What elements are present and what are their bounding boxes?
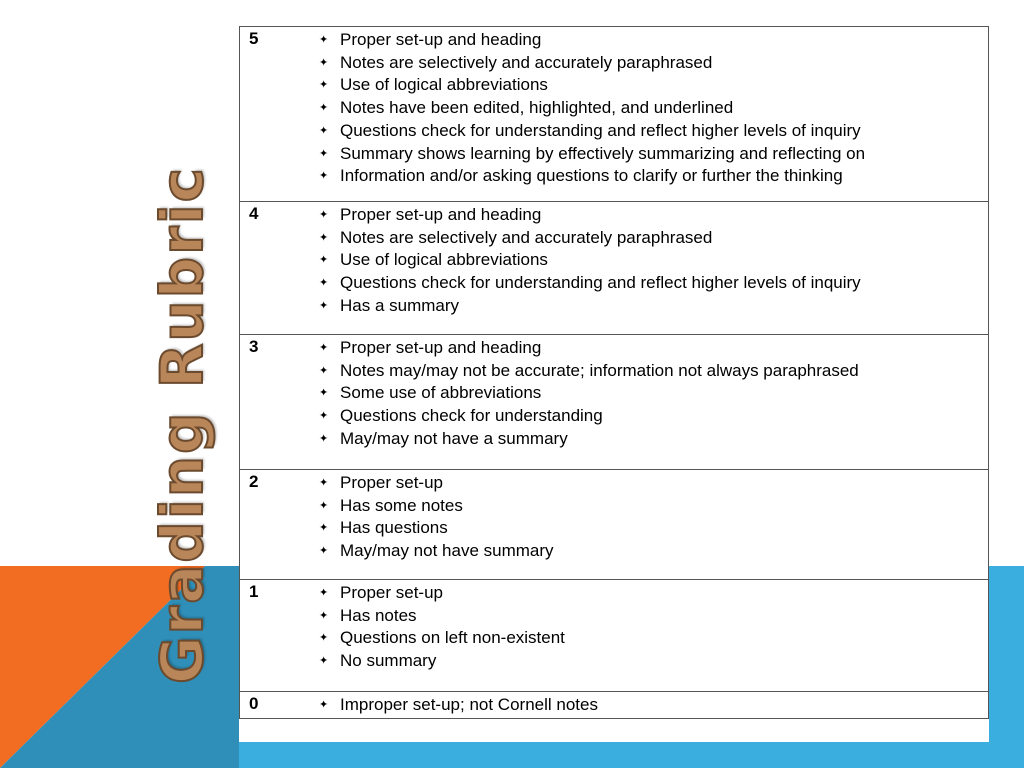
- criteria-item: ✦ Questions on left non-existent: [317, 627, 988, 650]
- criteria-item: ✦ Proper set-up and heading: [317, 29, 988, 52]
- diamond-bullet-icon: ✦: [319, 102, 329, 115]
- criteria-item: ✦ Has questions: [317, 517, 988, 540]
- diamond-bullet-icon: ✦: [319, 231, 329, 244]
- rubric-table: [239, 26, 989, 719]
- rubric-row-5: [240, 27, 989, 202]
- score-cell: 5: [240, 27, 302, 202]
- criteria-item: ✦ Has a summary: [317, 295, 988, 318]
- rubric-row-2: [240, 470, 989, 580]
- criteria-item: ✦ Notes are selectively and accurately paraphrased: [317, 52, 988, 75]
- score-cell: 2: [240, 470, 302, 580]
- criteria-item: ✦ Questions check for understanding and reflect higher levels of inquiry: [317, 120, 988, 143]
- diamond-bullet-icon: ✦: [319, 79, 329, 92]
- diamond-bullet-icon: ✦: [319, 699, 329, 711]
- criteria-cell: [301, 335, 989, 470]
- diamond-bullet-icon: ✦: [319, 209, 329, 221]
- diamond-bullet-icon: ✦: [319, 587, 329, 599]
- diamond-bullet-icon: ✦: [319, 522, 329, 535]
- score-cell: 0: [240, 692, 302, 719]
- diamond-bullet-icon: ✦: [319, 387, 329, 400]
- criteria-item: ✦ Improper set-up; not Cornell notes: [317, 694, 988, 717]
- rubric-row-4: [240, 202, 989, 335]
- diamond-bullet-icon: ✦: [319, 56, 329, 69]
- criteria-item: ✦ Has some notes: [317, 495, 988, 518]
- criteria-item: ✦ Notes are selectively and accurately paraphrased: [317, 227, 988, 250]
- criteria-item: ✦ Proper set-up: [317, 582, 988, 605]
- rubric-row-1: [240, 580, 989, 692]
- criteria-item: ✦ May/may not have a summary: [317, 428, 988, 451]
- score-cell: 1: [240, 580, 302, 692]
- criteria-item: ✦ Use of logical abbreviations: [317, 74, 988, 97]
- criteria-item: ✦ Proper set-up: [317, 472, 988, 495]
- criteria-item: ✦ Some use of abbreviations: [317, 382, 988, 405]
- criteria-item: ✦ May/may not have summary: [317, 540, 988, 563]
- criteria-item: ✦ Summary shows learning by effectively summarizing and reflecting on: [317, 143, 988, 166]
- criteria-cell: [301, 580, 989, 692]
- diamond-bullet-icon: ✦: [319, 364, 329, 377]
- diamond-bullet-icon: ✦: [319, 655, 329, 668]
- criteria-cell: [301, 692, 989, 719]
- criteria-cell: [301, 27, 989, 202]
- diamond-bullet-icon: ✦: [319, 432, 329, 445]
- criteria-cell: [301, 202, 989, 335]
- blue-shape-bottom: [239, 742, 1024, 768]
- diamond-bullet-icon: ✦: [319, 170, 329, 183]
- criteria-item: ✦ Notes may/may not be accurate; information not always paraphrased: [317, 360, 988, 383]
- diamond-bullet-icon: ✦: [319, 299, 329, 312]
- diamond-bullet-icon: ✦: [319, 124, 329, 137]
- diamond-bullet-icon: ✦: [319, 410, 329, 423]
- score-cell: 4: [240, 202, 302, 335]
- title-container: [148, 166, 216, 684]
- diamond-bullet-icon: ✦: [319, 477, 329, 489]
- criteria-item: ✦ Questions check for understanding: [317, 405, 988, 428]
- diamond-bullet-icon: ✦: [319, 147, 329, 160]
- diamond-bullet-icon: ✦: [319, 342, 329, 354]
- criteria-item: ✦ Notes have been edited, highlighted, and underlined: [317, 97, 988, 120]
- diamond-bullet-icon: ✦: [319, 632, 329, 645]
- rubric-row-0: [240, 692, 989, 719]
- criteria-item: ✦ Questions check for understanding and reflect higher levels of inquiry: [317, 272, 988, 295]
- diamond-bullet-icon: ✦: [319, 34, 329, 46]
- diamond-bullet-icon: ✦: [319, 499, 329, 512]
- criteria-item: ✦ Proper set-up and heading: [317, 204, 988, 227]
- rubric-row-3: [240, 335, 989, 470]
- diamond-bullet-icon: ✦: [319, 609, 329, 622]
- criteria-cell: [301, 470, 989, 580]
- blue-shape-right: [989, 566, 1024, 768]
- criteria-item: ✦ Proper set-up and heading: [317, 337, 988, 360]
- diamond-bullet-icon: ✦: [319, 254, 329, 267]
- criteria-item: ✦ Information and/or asking questions to clarify or further the thinking: [317, 165, 988, 188]
- score-cell: 3: [240, 335, 302, 470]
- diamond-bullet-icon: ✦: [319, 545, 329, 558]
- criteria-item: ✦ Has notes: [317, 605, 988, 628]
- criteria-item: ✦ No summary: [317, 650, 988, 673]
- rubric-panel: [239, 26, 989, 742]
- slide-title: Grading Rubric: [148, 165, 216, 685]
- criteria-item: ✦ Use of logical abbreviations: [317, 249, 988, 272]
- diamond-bullet-icon: ✦: [319, 277, 329, 290]
